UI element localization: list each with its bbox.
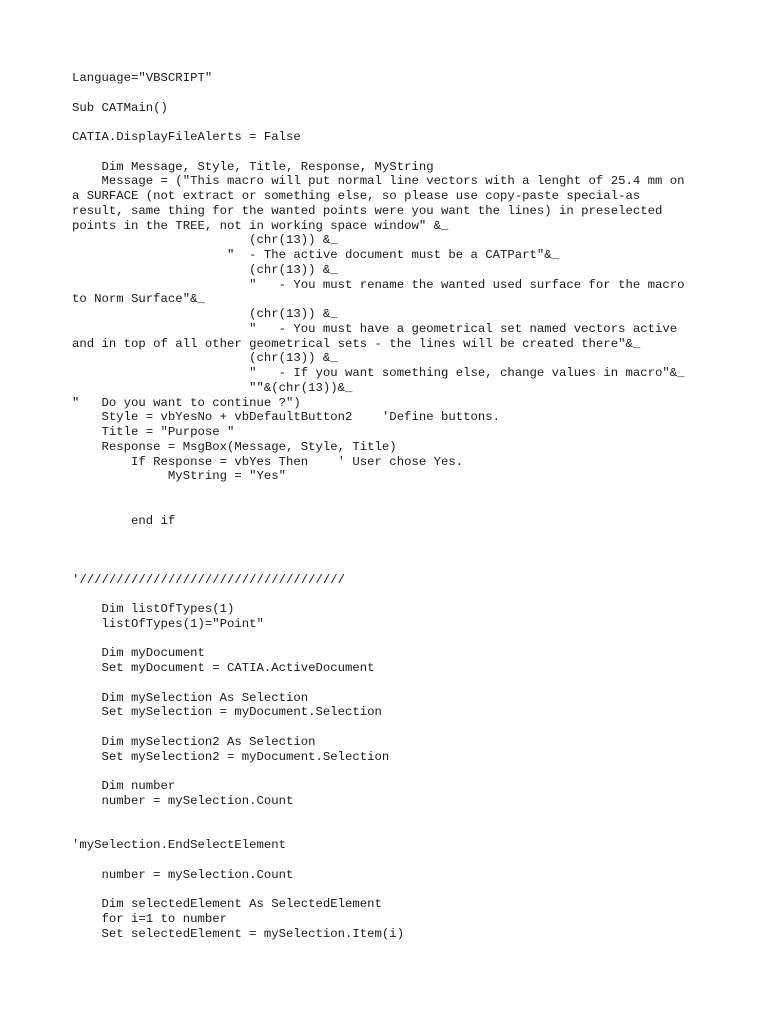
code-line: to Norm Surface"&_ xyxy=(72,292,205,307)
code-line: (chr(13)) &_ xyxy=(72,262,338,277)
code-line: " Do you want to continue ?") xyxy=(72,395,301,410)
code-line: number = mySelection.Count xyxy=(72,793,294,808)
code-line: Message = ("This macro will put normal line vectors with a lenght of 25.4 mm on xyxy=(72,174,685,189)
code-line: Response = MsgBox(Message, Style, Title) xyxy=(72,439,397,454)
code-line: " - If you want something else, change values in macro"&_ xyxy=(72,366,685,380)
code-line xyxy=(72,528,712,543)
code-line xyxy=(72,632,712,647)
code-line xyxy=(72,499,712,514)
code-block xyxy=(72,71,712,941)
code-line xyxy=(72,115,712,130)
code-line: Set mySelection = myDocument.Selection xyxy=(72,705,382,720)
code-line: listOfTypes(1)="Point" xyxy=(72,616,264,631)
code-line: Set selectedElement = mySelection.Item(i) xyxy=(72,926,405,941)
code-line: Set mySelection2 = myDocument.Selection xyxy=(72,749,390,764)
code-line: Dim Message, Style, Title, Response, MyString xyxy=(72,159,434,174)
code-line: If Response = vbYes Then ' User chose Yes. xyxy=(72,454,464,469)
code-line xyxy=(72,145,712,160)
code-line: Title = "Purpose " xyxy=(72,425,235,439)
code-line xyxy=(72,809,712,824)
code-line: (chr(13)) &_ xyxy=(72,351,338,366)
code-line: number = mySelection.Count xyxy=(72,867,294,882)
code-line xyxy=(72,882,712,897)
code-line: 'mySelection.EndSelectElement xyxy=(72,838,287,852)
code-line: Dim selectedElement As SelectedElement xyxy=(72,897,382,911)
code-line: Dim myDocument xyxy=(72,646,205,661)
code-line xyxy=(72,676,712,691)
code-line xyxy=(72,86,712,101)
code-line: MyString = "Yes" xyxy=(72,469,287,484)
code-line: (chr(13)) &_ xyxy=(72,233,338,248)
code-line xyxy=(72,543,712,558)
code-line: Sub CATMain() xyxy=(72,100,168,115)
code-line xyxy=(72,823,712,838)
code-line xyxy=(72,484,712,499)
code-line: Dim mySelection2 As Selection xyxy=(72,734,316,749)
code-line: (chr(13)) &_ xyxy=(72,307,338,321)
code-line: a SURFACE (not extract or something else, so please use copy-paste special-as xyxy=(72,189,641,203)
code-line xyxy=(72,587,712,602)
code-line xyxy=(72,720,712,735)
code-line: Dim number xyxy=(72,779,176,793)
code-line: Dim listOfTypes(1) xyxy=(72,602,235,616)
code-line: Style = vbYesNo + vbDefaultButton2 'Define buttons. xyxy=(72,410,501,425)
code-line: points in the TREE, not in working space window" &_ xyxy=(72,218,449,233)
code-line: result, same thing for the wanted points were you want the lines) in preselected xyxy=(72,203,663,218)
code-line: " - You must rename the wanted used surface for the macro xyxy=(72,277,685,292)
code-line: end if xyxy=(72,513,176,528)
code-line: Set myDocument = CATIA.ActiveDocument xyxy=(72,661,375,675)
code-line: for i=1 to number xyxy=(72,911,227,926)
code-line: Language="VBSCRIPT" xyxy=(72,71,213,85)
code-line: '//////////////////////////////////// xyxy=(72,572,346,587)
code-line: Dim mySelection As Selection xyxy=(72,690,309,705)
code-line: and in top of all other geometrical sets - the lines will be created there"&_ xyxy=(72,336,641,351)
code-line xyxy=(72,558,712,573)
code-line: CATIA.DisplayFileAlerts = False xyxy=(72,130,301,144)
code-line xyxy=(72,853,712,868)
code-line: " - You must have a geometrical set named vectors active xyxy=(72,321,678,336)
code-line: ""&(chr(13))&_ xyxy=(72,380,353,395)
code-line xyxy=(72,764,712,779)
code-line: " - The active document must be a CATPart"&_ xyxy=(72,248,560,262)
